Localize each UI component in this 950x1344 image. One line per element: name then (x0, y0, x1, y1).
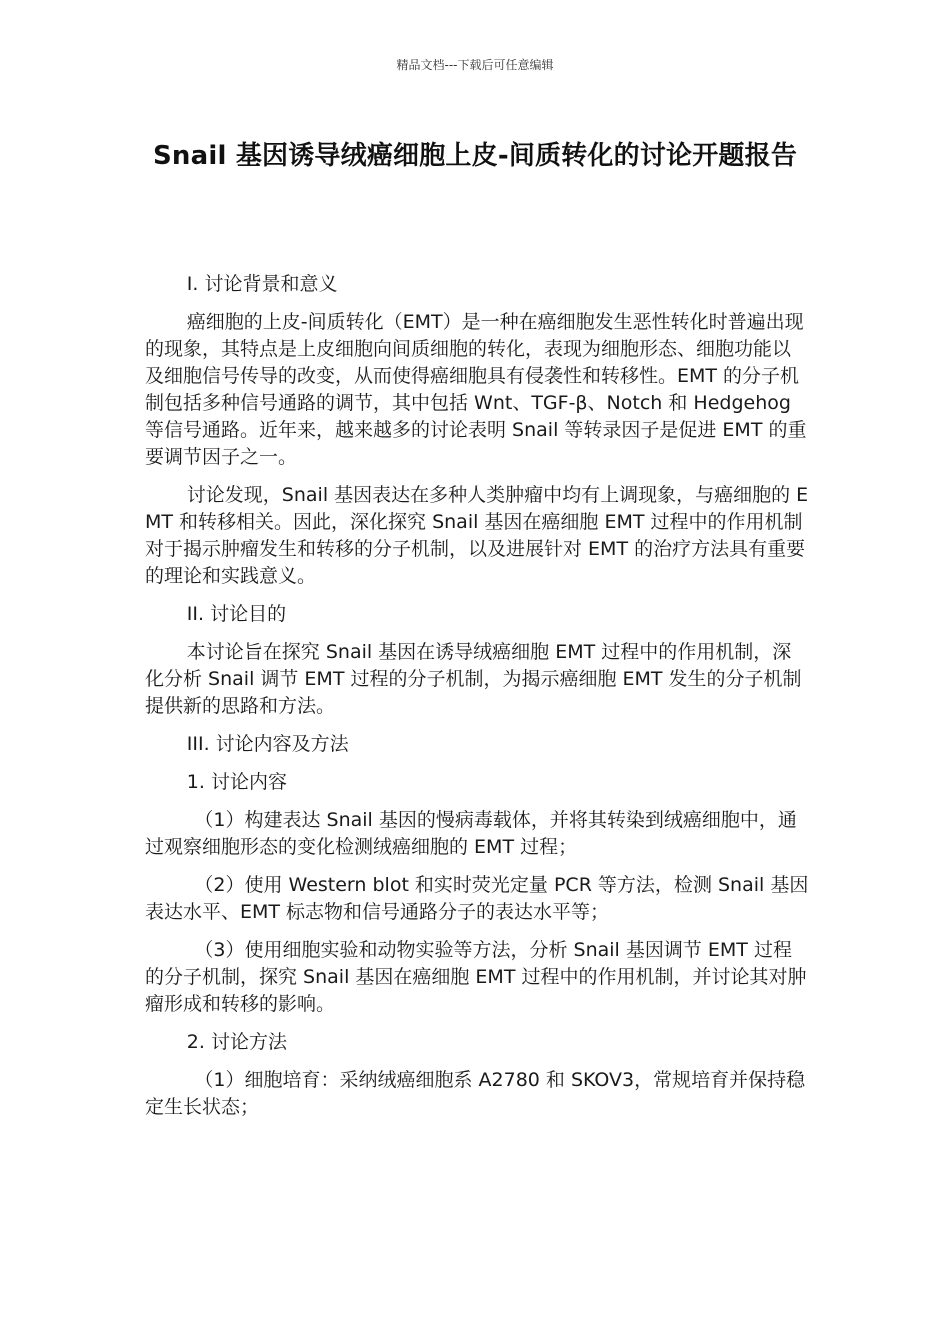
paragraph-snail-significance: 讨论发现，Snail 基因表达在多种人类肿瘤中均有上调现象，与癌细胞的 EMT 和转移相关。因此，深化探究 Snail 基因在癌细胞 EMT 过程中的作用机制对于揭示肿瘤发生和转移的分子机制，以及进展针对 EMT 的治疗方法具有重要的理论和实践意义。 (145, 484, 809, 587)
subsection-heading-methods: 2. 讨论方法 (186, 1031, 287, 1053)
section-heading-purpose: II. 讨论目的 (186, 603, 287, 625)
page-header-note: 精品文档---下载后可任意编辑 (396, 58, 554, 72)
section-heading-content-methods: III. 讨论内容及方法 (186, 733, 349, 755)
paragraph-purpose: 本讨论旨在探究 Snail 基因在诱导绒癌细胞 EMT 过程中的作用机制，深化分析 Snail 调节 EMT 过程的分子机制，为揭示癌细胞 EMT 发生的分子机制提供新的思路和方法。 (145, 641, 802, 717)
paragraph-emt-overview: 癌细胞的上皮-间质转化（EMT）是一种在癌细胞发生恶性转化时普遍出现的现象，其特点是上皮细胞向间质细胞的转化，表现为细胞形态、细胞功能以及细胞信号传导的改变，从而使得癌细胞具有侵袭性和转移性。EMT 的分子机制包括多种信号通路的调节，其中包括 Wnt、TGF-β、Notch 和 Hedgehog 等信号通路。近年来，越来越多的讨论表明 Snail 等转录因子是促进 EMT 的重要调节因子之一。 (145, 311, 807, 468)
content-item-2: （2）使用 Western blot 和实时荧光定量 PCR 等方法，检测 Snail 基因表达水平、EMT 标志物和信号通路分子的表达水平等； (145, 874, 809, 923)
document-body (145, 271, 809, 1132)
content-item-1: （1）构建表达 Snail 基因的慢病毒载体，并将其转染到绒癌细胞中，通过观察细胞形态的变化检测绒癌细胞的 EMT 过程； (145, 809, 797, 858)
content-item-3: （3）使用细胞实验和动物实验等方法，分析 Snail 基因调节 EMT 过程的分子机制，探究 Snail 基因在癌细胞 EMT 过程中的作用机制，并讨论其对肿瘤形成和转移的影响。 (145, 939, 807, 1015)
section-heading-background: I. 讨论背景和意义 (186, 273, 338, 295)
document-title: Snail 基因诱导绒癌细胞上皮-间质转化的讨论开题报告 (152, 141, 798, 171)
subsection-heading-content: 1. 讨论内容 (186, 771, 287, 793)
method-item-1: （1）细胞培育：采纳绒癌细胞系 A2780 和 SKOV3，常规培育并保持稳定生长状态； (145, 1069, 806, 1118)
